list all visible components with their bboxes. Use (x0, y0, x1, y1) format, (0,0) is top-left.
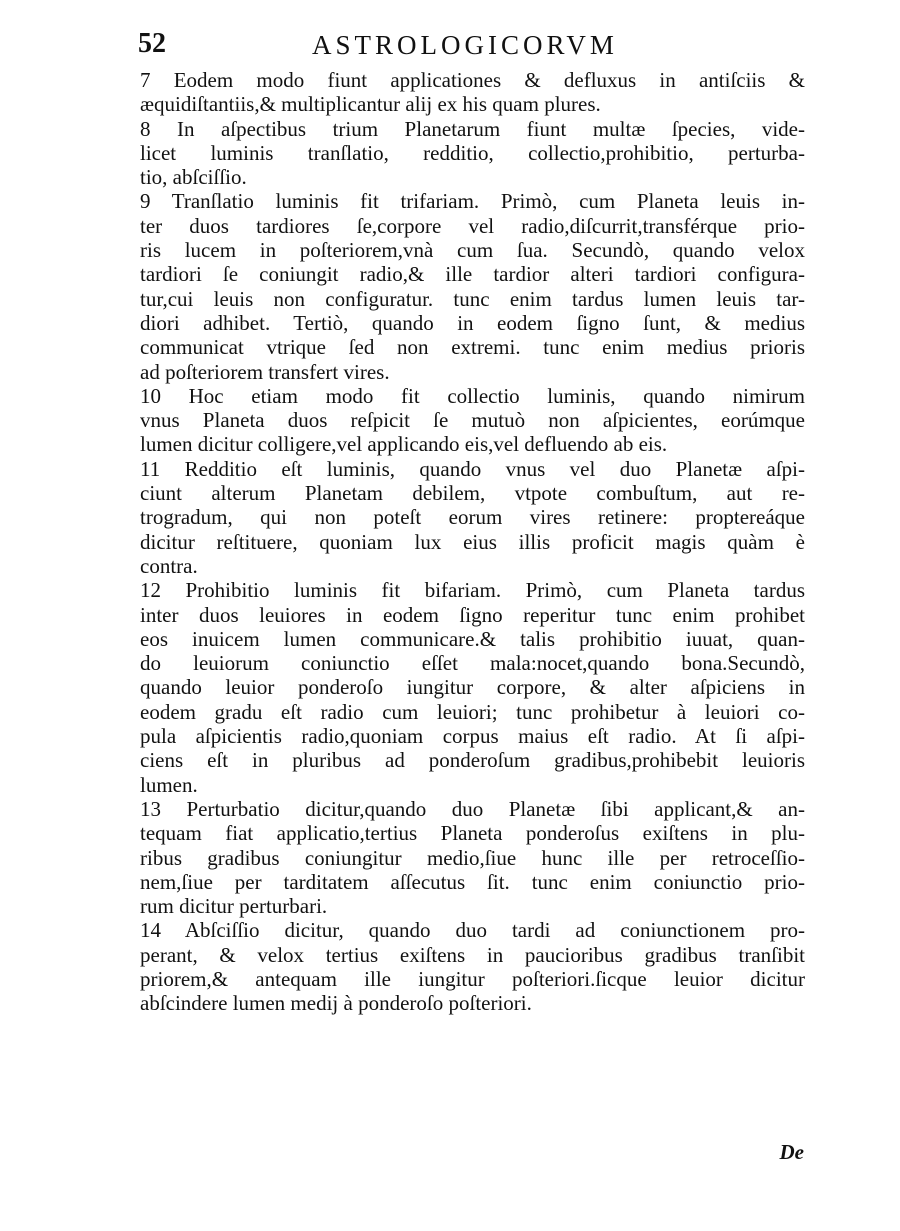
text-line: tur,cui leuis non configuratur. tunc enim tardus lumen leuis tar- (140, 286, 805, 311)
paragraph-first-line: 13 Perturbatio dicitur,quando duo Planetæ ſibi applicant,& an- (140, 796, 805, 821)
paragraph-first-line: 14 Abſciſſio dicitur, quando duo tardi ad coniunctionem pro- (140, 918, 805, 943)
text-line: lumen dicitur colligere,vel applicando eis,vel defluendo ab eis. (140, 432, 668, 457)
text-line: tequam fiat applicatio,tertius Planeta ponderoſus exiſtens in plu- (140, 821, 805, 846)
text-line: nem,ſiue per tarditatem aſſecutus ſit. tunc enim coniunctio prio- (140, 869, 805, 894)
text-line: contra. (140, 553, 198, 578)
text-line: licet luminis tranſlatio, redditio, collectio,prohibitio, perturba- (140, 140, 805, 165)
text-line: quando leuior ponderoſo iungitur corpore, & alter aſpiciens in (140, 675, 805, 700)
running-title: ASTROLOGICORVM (312, 30, 618, 60)
text-line: æquidiſtantiis,& multiplicantur alij ex his quam plures. (140, 92, 601, 117)
text-line: tardiori ſe coniungit radio,& ille tardior alteri tardiori configura- (140, 262, 805, 287)
text-line: ribus gradibus coniungitur medio,ſiue hunc ille per retroceſſio- (140, 845, 805, 870)
text-line: rum dicitur perturbari. (140, 894, 328, 919)
text-line: do leuiorum coniunctio eſſet mala:nocet,quando bona.Secundò, (140, 651, 805, 676)
text-line: vnus Planeta duos reſpicit ſe mutuò non aſpicientes, eorúmque (140, 408, 805, 433)
text-line: priorem,& antequam ille iungitur poſteriori.ſicque leuior dicitur (140, 966, 805, 991)
paragraph-first-line: 11 Redditio eſt luminis, quando vnus vel duo Planetæ aſpi- (140, 456, 805, 481)
text-line: dicitur reſtituere, quoniam lux eius illis proficit magis quàm è (140, 529, 805, 554)
text-line: ciunt alterum Planetam debilem, vtpote combuſtum, aut re- (140, 481, 805, 506)
paragraph-first-line: 12 Prohibitio luminis fit bifariam. Primò, cum Planeta tardus (140, 578, 805, 603)
text-line: abſcindere lumen medij à ponderoſo poſteriori. (140, 991, 532, 1016)
catchword: De (779, 1140, 804, 1164)
text-line: communicat vtrique ſed non extremi. tunc enim medius prioris (140, 335, 805, 360)
paragraph-first-line: 8 In aſpectibus trium Planetarum fiunt multæ ſpecies, vide- (140, 116, 805, 141)
paragraph-first-line: 9 Tranſlatio luminis fit trifariam. Primò, cum Planeta leuis in- (140, 189, 805, 214)
body-text (140, 68, 805, 1016)
paragraph-first-line: 10 Hoc etiam modo fit collectio luminis, quando nimirum (140, 383, 805, 408)
text-line: diori adhibet. Tertiò, quando in eodem ſigno ſunt, & medius (140, 310, 805, 335)
text-line: eodem gradu eſt radio cum leuiori; tunc prohibetur à leuiori co- (140, 699, 805, 724)
text-line: ciens eſt in pluribus ad ponderoſum gradibus,prohibebit leuioris (140, 748, 805, 773)
text-line: ter duos tardiores ſe,corpore vel radio,diſcurrit,transférque prio- (140, 213, 805, 238)
text-line: tio, abſciſſio. (140, 165, 247, 190)
text-line: eos inuicem lumen communicare.& talis prohibitio iuuat, quan- (140, 626, 805, 651)
paragraph-first-line: 7 Eodem modo fiunt applicationes & defluxus in antiſciis & (140, 68, 805, 92)
text-line: ad poſteriorem transfert vires. (140, 359, 390, 384)
text-line: trogradum, qui non poteſt eorum vires retinere: proptereáque (140, 505, 805, 530)
page-header (0, 28, 900, 68)
text-line: pula aſpicientis radio,quoniam corpus maius eſt radio. At ſi aſpi- (140, 724, 805, 749)
text-line: perant, & velox tertius exiſtens in paucioribus gradibus tranſibit (140, 942, 805, 967)
text-line: inter duos leuiores in eodem ſigno reperitur tunc enim prohibet (140, 602, 805, 627)
page-number: 52 (138, 28, 166, 59)
text-line: lumen. (140, 772, 198, 797)
text-line: ris lucem in poſteriorem,vnà cum ſua. Secundò, quando velox (140, 238, 805, 263)
